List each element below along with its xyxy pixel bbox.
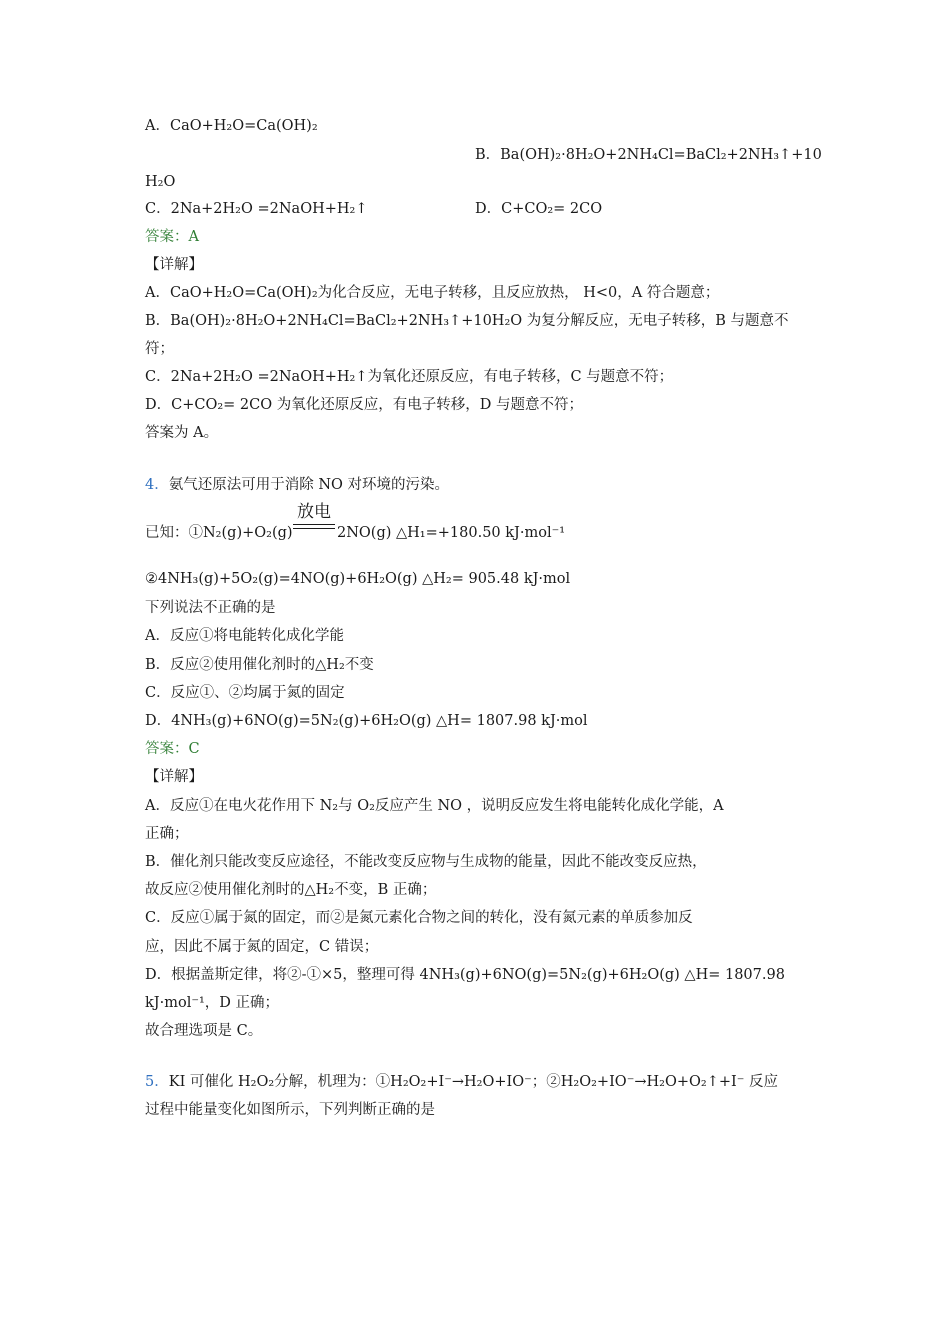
q5-stem-part1: KI 可催化 H₂O₂分解，机理为：①H₂O₂+I⁻→H₂O+IO⁻；②H₂O₂+IO⁻→H₂O+O₂↑+I⁻ 反应 bbox=[168, 1074, 778, 1090]
arrow-label: 放电 bbox=[297, 502, 331, 522]
q3-conclusion: 答案为 A。 bbox=[145, 425, 219, 441]
q4-detail-a-line1: A．反应①在电火花作用下 N₂与 O₂反应产生 NO ，说明反应发生将电能转化成化学能，A bbox=[145, 798, 724, 814]
double-line-arrow-icon bbox=[293, 524, 335, 529]
q4-stem-line bbox=[145, 475, 449, 495]
q3-option-c: C．2Na+2H₂O =2NaOH+H₂↑ bbox=[145, 201, 368, 217]
q3-detail-a: A．CaO+H₂O=Ca(OH)₂为化合反应，无电子转移，且反应放热， H<0，A 符合题意； bbox=[145, 285, 720, 301]
q3-option-b-part2: H₂O bbox=[145, 174, 176, 190]
q4-option-a: A．反应①将电能转化成化学能 bbox=[145, 628, 344, 644]
q3-detail-b-line1: B．Ba(OH)₂·8H₂O+2NH₄Cl=BaCl₂+2NH₃↑+10H₂O 为复分解反应，无电子转移，B 与题意不 bbox=[145, 313, 789, 329]
q4-detail-b-line2: 故反应②使用催化剂时的△H₂不变，B 正确； bbox=[145, 882, 437, 898]
q3-option-a: A．CaO+H₂O=Ca(OH)₂ bbox=[145, 118, 318, 134]
q4-answer: 答案：C bbox=[145, 741, 200, 757]
q3-detail-b-line2: 符； bbox=[145, 341, 174, 357]
q4-question: 下列说法不正确的是 bbox=[145, 600, 276, 616]
q4-known-2: ②4NH₃(g)+5O₂(g)=4NO(g)+6H₂O(g) △H₂= 905.48 kJ·mol bbox=[145, 571, 571, 587]
q5-stem-line2: 过程中能量变化如图所示，下列判断正确的是 bbox=[145, 1102, 435, 1118]
discharge-reaction-arrow bbox=[293, 503, 335, 529]
q3-detail-c: C．2Na+2H₂O =2NaOH+H₂↑为氧化还原反应，有电子转移，C 与题意不符； bbox=[145, 369, 674, 385]
q4-option-c: C．反应①、②均属于氮的固定 bbox=[145, 685, 345, 701]
q4-detail-d-line1: D．根据盖斯定律，将②-①×5，整理可得 4NH₃(g)+6NO(g)=5N₂(g)+6H₂O(g) △H= 1807.98 bbox=[145, 967, 785, 983]
q3-option-b-part1: B．Ba(OH)₂·8H₂O+2NH₄Cl=BaCl₂+2NH₃↑+10 bbox=[475, 147, 822, 163]
q4-known-1-rhs: 2NO(g) △H₁=+180.50 kJ·mol⁻¹ bbox=[337, 525, 566, 541]
q4-stem: 氨气还原法可用于消除 NO 对环境的污染。 bbox=[168, 477, 450, 493]
q3-detail-d: D．C+CO₂= 2CO 为氧化还原反应，有电子转移，D 与题意不符； bbox=[145, 397, 583, 413]
q5-number: 5． bbox=[145, 1074, 169, 1090]
q5-stem-line1 bbox=[145, 1072, 778, 1092]
q4-detail-a-line2: 正确； bbox=[145, 826, 189, 842]
q4-detail-b-line1: B．催化剂只能改变反应途径，不能改变反应物与生成物的能量，因此不能改变反应热， bbox=[145, 854, 707, 870]
q3-option-d: D．C+CO₂= 2CO bbox=[475, 201, 603, 217]
q4-detail-c-line1: C．反应①属于氮的固定，而②是氮元素化合物之间的转化，没有氮元素的单质参加反 bbox=[145, 910, 693, 926]
q4-option-b: B．反应②使用催化剂时的△H₂不变 bbox=[145, 657, 374, 673]
q4-known-1: 已知：①N₂(g)+O₂(g) bbox=[145, 525, 293, 541]
q4-detail-d-line2: kJ·mol⁻¹，D 正确； bbox=[145, 995, 280, 1011]
q3-answer: 答案：A bbox=[145, 229, 199, 245]
q4-detail-c-line2: 应，因此不属于氮的固定，C 错误； bbox=[145, 939, 379, 955]
q4-detail-header: 【详解】 bbox=[145, 769, 203, 785]
q4-option-d: D．4NH₃(g)+6NO(g)=5N₂(g)+6H₂O(g) △H= 1807.98 kJ·mol bbox=[145, 713, 588, 729]
q4-conclusion: 故合理选项是 C。 bbox=[145, 1023, 263, 1039]
q3-detail-header: 【详解】 bbox=[145, 257, 203, 273]
q4-number: 4． bbox=[145, 477, 169, 493]
